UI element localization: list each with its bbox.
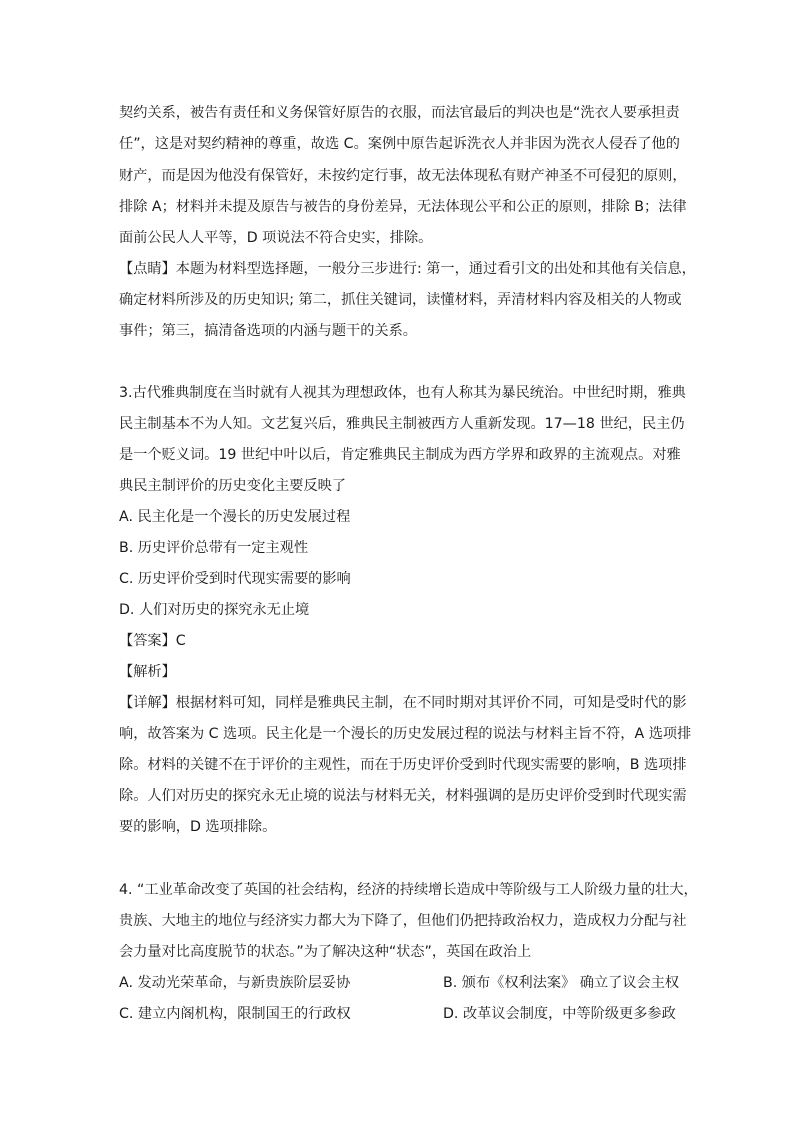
question-3-stem-line: 是一个贬义词。19 世纪中叶以后，肯定雅典民主制成为西方学界和政界的主流观点。对雅 (119, 447, 681, 463)
explanation-line: 面前公民人人平等，D 项说法不符合史实，排除。 (119, 230, 433, 246)
question-3-detail-line: 除。材料的关键不在于评价的主观性，而在于历史评价受到时代现实需要的影响，B 选项排 (119, 757, 687, 773)
explanation-line: 任”，这是对契约精神的尊重，故选 C。案例中原告起诉洗衣人并非因为洗衣人侵吞了他的 (119, 136, 680, 152)
tip-line: 事件；第三，搞清备选项的内涵与题干的关系。 (119, 323, 417, 339)
question-4-stem-line: 会力量对比高度脱节的状态。”为了解决这种“状态”，英国在政治上 (119, 944, 532, 960)
tip-line: 【点睛】本题为材料型选择题，一般分三步进行: 第一，通过看引文的出处和其他有关信息， (119, 261, 696, 277)
question-3-answer: 【答案】C (119, 633, 186, 649)
explanation-line: 财产，而是因为他没有保管好，未按约定行事，故无法体现私有财产神圣不可侵犯的原则， (119, 168, 687, 184)
explanation-line: 契约关系，被告有责任和义务保管好原告的衣服，而法官最后的判决也是“洗衣人要承担责 (119, 105, 680, 121)
question-3-option-d: D. 人们对历史的探究永无止境 (119, 602, 310, 618)
question-3-stem-line: 3.古代雅典制度在当时就有人视其为理想政体，也有人称其为暴民统治。中世纪时期，雅典 (119, 385, 686, 401)
question-4-option-a: A. 发动光荣革命，与新贵族阶层妥协 (119, 975, 351, 991)
question-3-stem-line: 典民主制评价的历史变化主要反映了 (119, 478, 347, 494)
question-4-stem-line: 4. “工业革命改变了英国的社会结构，经济的持续增长造成中等阶级与工人阶级力量的壮大， (119, 882, 698, 898)
question-3-detail-line: 要的影响，D 选项排除。 (119, 819, 277, 835)
question-3-analysis-label: 【解析】 (119, 664, 176, 680)
explanation-line: 排除 A；材料并未提及原告与被告的身份差异，无法体现公平和公正的原则，排除 B；法律 (119, 199, 687, 215)
question-3-detail-line: 除。人们对历史的探究永无止境的说法与材料无关，材料强调的是历史评价受到时代现实需 (119, 788, 687, 804)
question-4-option-b: B. 颁布《权利法案》 确立了议会主权 (443, 975, 680, 991)
question-3-detail-line: 【详解】根据材料可知，同样是雅典民主制，在不同时期对其评价不同，可知是受时代的影 (119, 695, 687, 711)
question-3-option-b: B. 历史评价总带有一定主观性 (119, 540, 309, 556)
question-3-stem-line: 民主制基本不为人知。文艺复兴后，雅典民主制被西方人重新发现。17—18 世纪，民主仍 (119, 416, 685, 432)
question-4-option-d: D. 改革议会制度，中等阶级更多参政 (443, 1006, 676, 1022)
tip-line: 确定材料所涉及的历史知识; 第二，抓住关键词，读懂材料，弄清材料内容及相关的人物或 (119, 292, 682, 308)
question-4-stem-line: 贵族、大地主的地位与经济实力都大为下降了，但他们仍把持政治权力，造成权力分配与社 (119, 913, 687, 929)
question-3-option-c: C. 历史评价受到时代现实需要的影响 (119, 571, 351, 587)
question-4-option-c: C. 建立内阁机构，限制国王的行政权 (119, 1006, 351, 1022)
question-3-detail-line: 响，故答案为 C 选项。民主化是一个漫长的历史发展过程的说法与材料主旨不符，A 选项排 (119, 726, 692, 742)
question-3-option-a: A. 民主化是一个漫长的历史发展过程 (119, 509, 351, 525)
